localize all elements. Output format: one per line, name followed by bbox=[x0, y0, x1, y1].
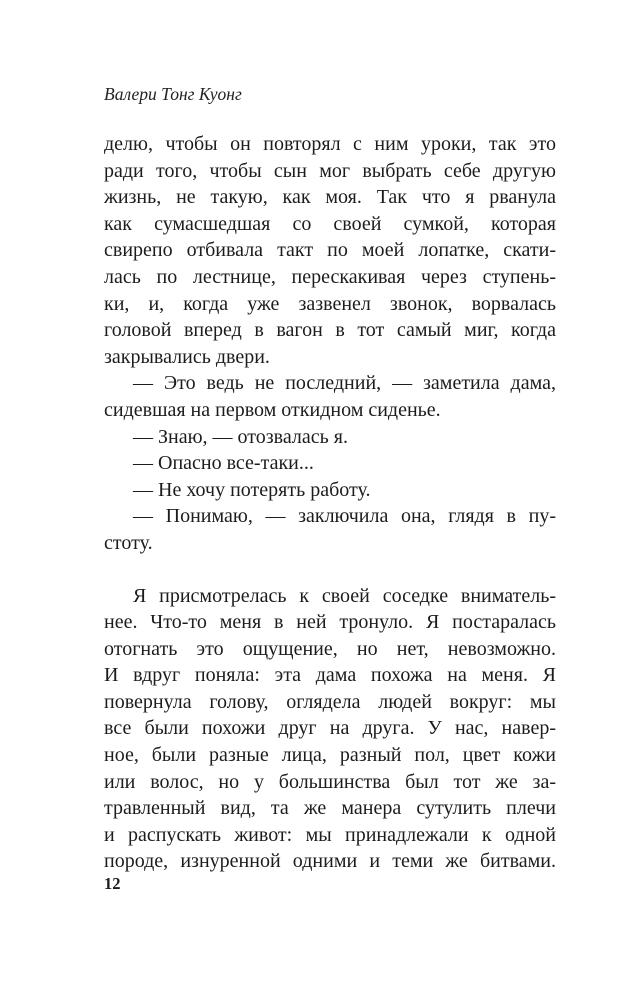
text-line: головой вперед в вагон в тот самый миг, когда bbox=[104, 319, 556, 342]
body-text bbox=[104, 131, 556, 875]
text-line: — Это ведь не последний, — заметила дама, bbox=[133, 372, 556, 395]
text-line: как сумасшедшая со своей сумкой, которая bbox=[104, 212, 556, 235]
text-line: — Понимаю, — заключила она, глядя в пу- bbox=[133, 505, 556, 528]
text-line: — Не хочу потерять работу. bbox=[133, 478, 371, 501]
text-line: или волос, но у большинства был тот же за- bbox=[104, 770, 556, 793]
text-line: и распускать живот: мы принадлежали к одной bbox=[104, 823, 556, 846]
running-header-author: Валери Тонг Куонг bbox=[104, 84, 242, 104]
text-line: закрывались двери. bbox=[104, 345, 270, 368]
text-line: — Опасно все-таки... bbox=[133, 452, 314, 475]
page-number: 12 bbox=[104, 874, 121, 893]
text-line: свирепо отбивала такт по моей лопатке, скати- bbox=[104, 239, 556, 262]
text-line: стоту. bbox=[104, 531, 153, 554]
text-line: ное, были разные лица, разный пол, цвет кожи bbox=[104, 744, 556, 767]
text-line: жизнь, не такую, как моя. Так что я рванула bbox=[104, 186, 556, 209]
text-line: ради того, чтобы сын мог выбрать себе другую bbox=[104, 159, 556, 182]
text-line: отогнать это ощущение, но нет, невозможно. bbox=[104, 637, 556, 660]
text-line: лась по лестнице, перескакивая через ступень- bbox=[104, 265, 556, 288]
text-line: сидевшая на первом откидном сиденье. bbox=[104, 398, 441, 421]
text-line: И вдруг поняла: эта дама похожа на меня. Я bbox=[104, 664, 556, 687]
text-line: все были похожи друг на друга. У нас, навер- bbox=[104, 717, 556, 740]
text-line: травленный вид, та же манера сутулить плечи bbox=[104, 797, 556, 820]
text-line: породе, изнуренной одними и теми же битвами. bbox=[104, 850, 556, 873]
text-line: Я присмотрелась к своей соседке вниматель- bbox=[133, 584, 556, 607]
text-line: ки, и, когда уже зазвенел звонок, ворвалась bbox=[104, 292, 556, 315]
text-line: повернула голову, оглядела людей вокруг: мы bbox=[104, 690, 556, 713]
text-line: нее. Что-то меня в ней тронуло. Я постаралась bbox=[104, 611, 556, 634]
text-line: делю, чтобы он повторял с ним уроки, так это bbox=[104, 133, 556, 155]
text-line: — Знаю, — отозвалась я. bbox=[133, 425, 348, 448]
